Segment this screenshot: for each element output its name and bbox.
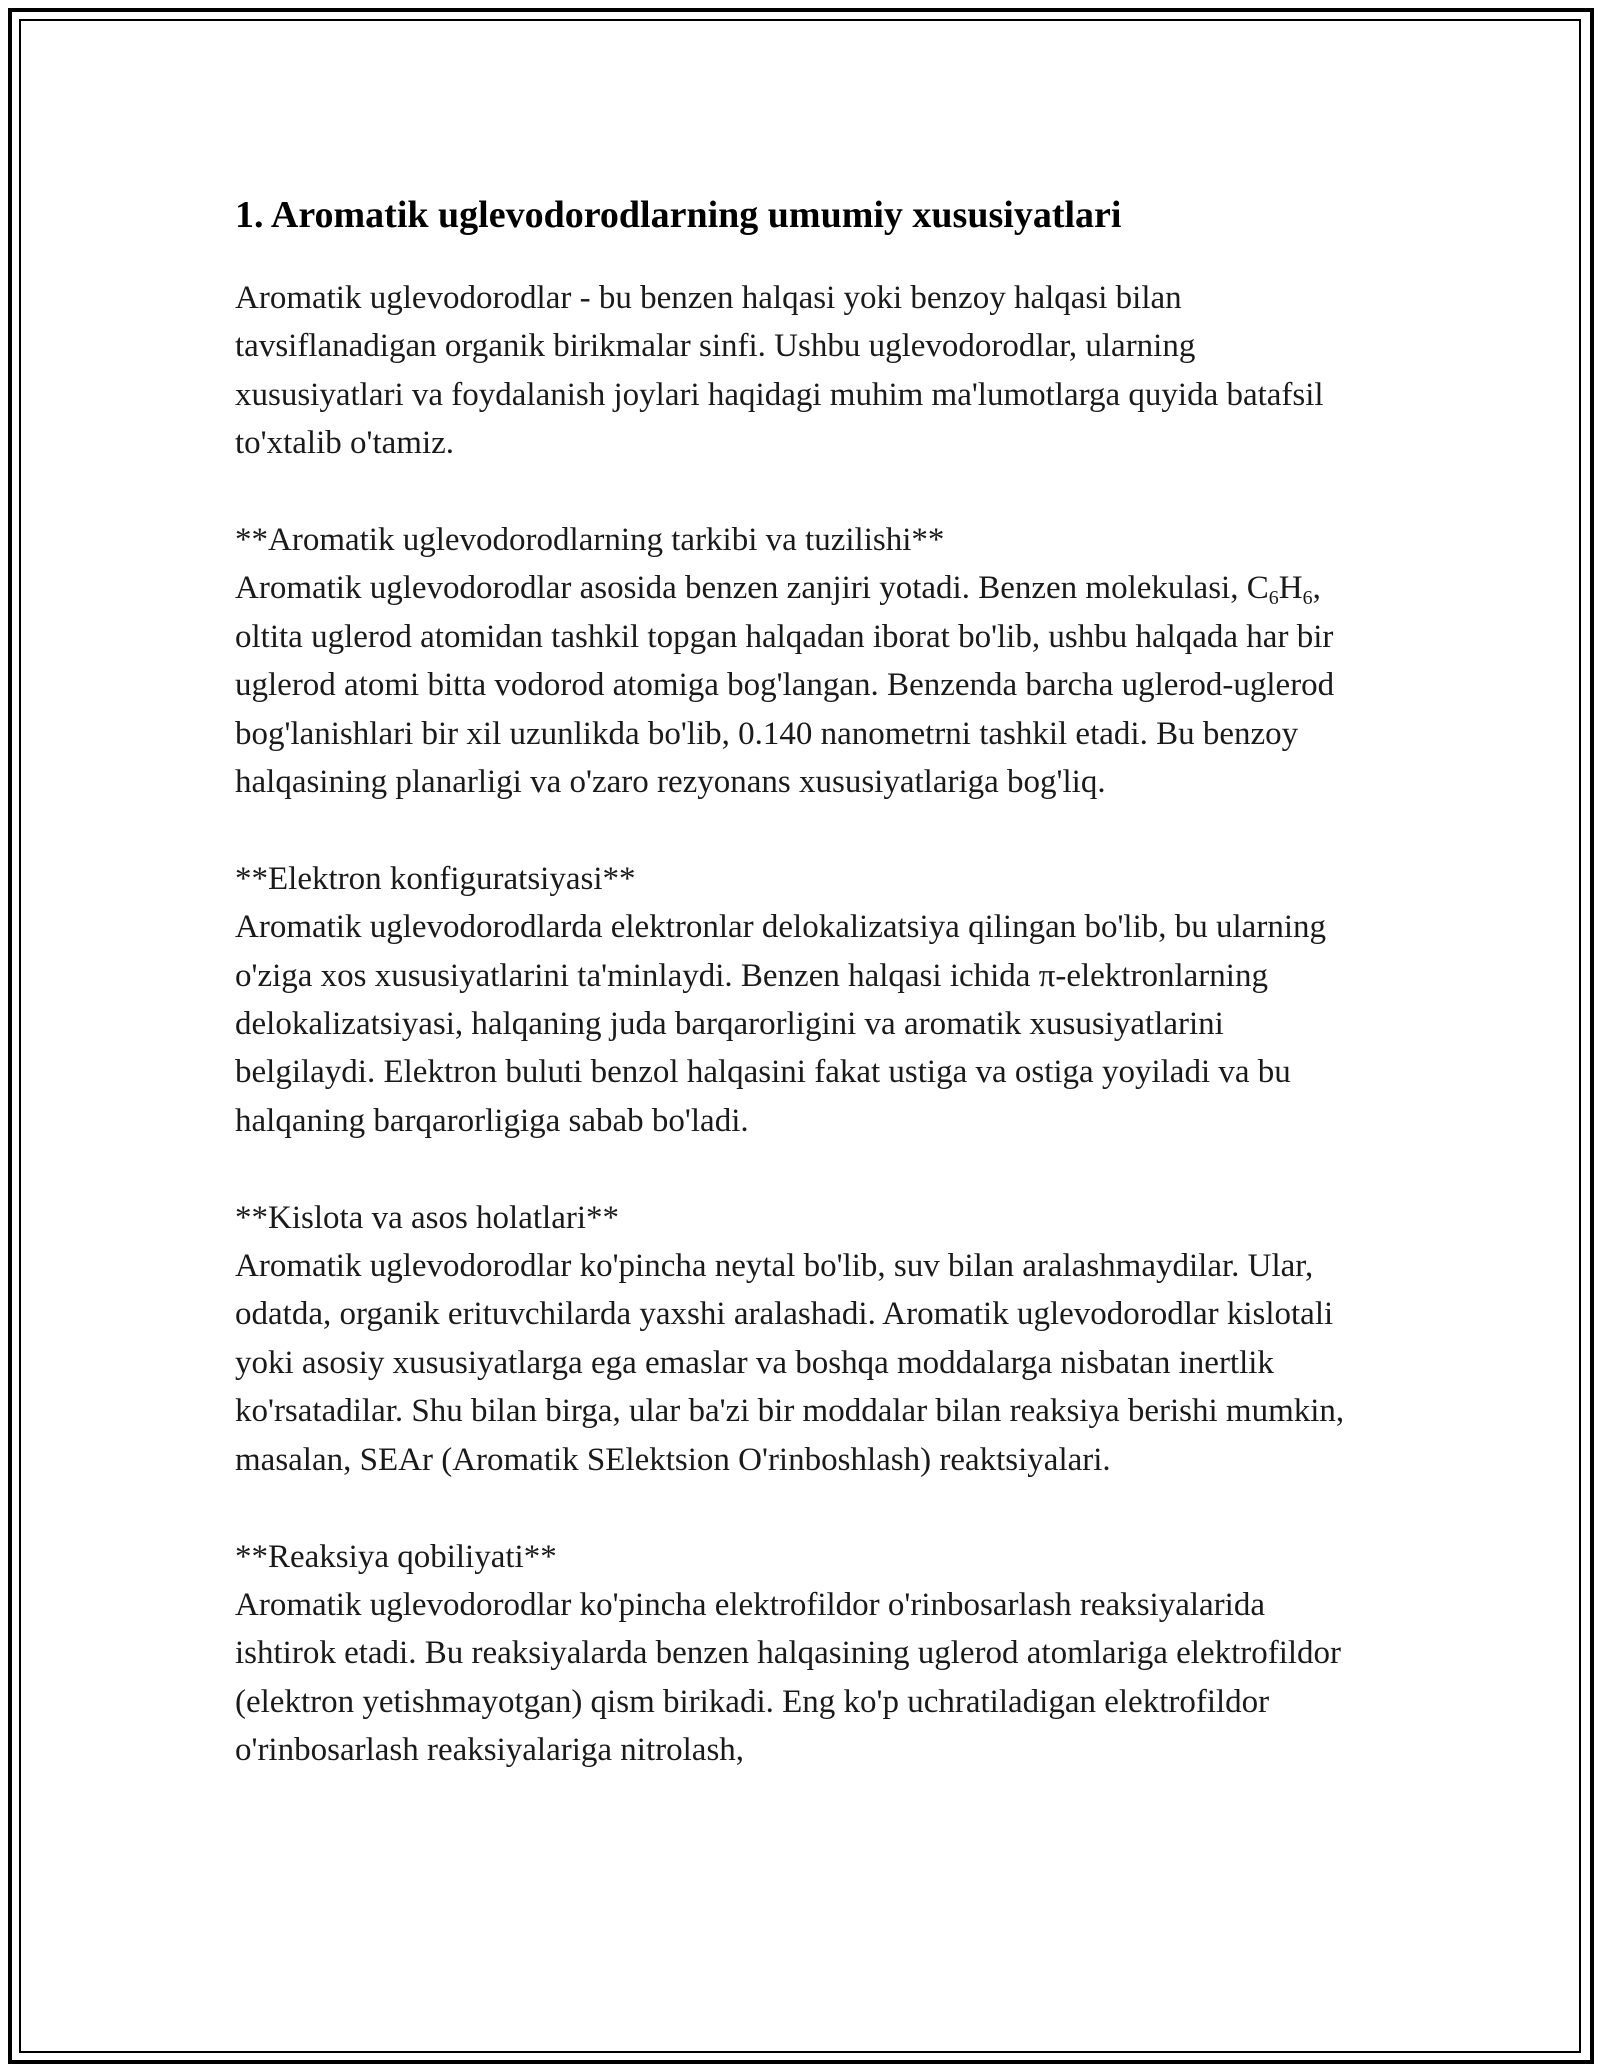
intro-paragraph: Aromatik uglevodorodlar - bu benzen halqasi yoki benzoy halqasi bilan tavsiflanadigan organik birikmalar sinfi. Ushbu uglevodorodlar, ularning xususiyatlari va foydalanish joylari haqidagi muhim ma'lumotlarga quyida batafsil to'xtalib o'tamiz.	[235, 280, 1324, 462]
section-heading: **Aromatik uglevodorodlarning tarkibi va tuzilishi**	[235, 522, 945, 559]
formula-carbon-subscript: 6	[1268, 587, 1279, 610]
section-heading: **Reaksiya qobiliyati**	[235, 1538, 557, 1575]
section-structure	[235, 516, 1365, 806]
section-electron-configuration	[235, 855, 1365, 1145]
section-heading: **Elektron konfiguratsiyasi**	[235, 860, 636, 897]
section-text: Aromatik uglevodorodlar ko'pincha neytal bo'lib, suv bilan aralashmaydilar. Ular, odatda, organik erituvchilarda yaxshi aralashadi. Aromatik uglevodorodlar kislotali yoki asosiy xususiyatlarga ega emaslar va boshqa moddalarga nisbatan inertlik ko'rsatadilar. Shu bilan birga, ular ba'zi bir moddalar bilan reaksiya berishi mumkin, masalan, SEAr (Aromatik SElektsion O'rinboshlash) reaktsiyalari.	[235, 1248, 1345, 1478]
formula-carbon: C	[1246, 570, 1269, 607]
document-body	[235, 182, 1365, 1823]
section-heading: **Kislota va asos holatlari**	[235, 1199, 620, 1236]
formula-hydrogen-subscript: 6	[1302, 587, 1313, 610]
formula-hydrogen: H	[1278, 570, 1303, 607]
section-reactivity	[235, 1533, 1365, 1775]
section-text: Aromatik uglevodorodlar asosida benzen zanjiri yotadi. Benzen molekulasi,	[235, 570, 1239, 607]
section-text: Aromatik uglevodorodlarda elektronlar delokalizatsiya qilingan bo'lib, bu ularning o'ziga xos xususiyatlarini ta'minlaydi. Benzen halqasi ichida π-elektronlarning delokalizatsiyasi, halqaning juda barqarorligini va aromatik xususiyatlarini belgilaydi. Elektron buluti benzol halqasini fakat ustiga va ostiga yoyiladi va bu halqaning barqarorligiga sabab bo'ladi.	[235, 909, 1326, 1139]
section-acid-base	[235, 1194, 1365, 1484]
section-text-continued: , oltita uglerod atomidan tashkil topgan halqadan iborat bo'lib, ushbu halqada har bir uglerod atomi bitta vodorod atomiga bog'langan. Benzenda barcha uglerod-uglerod bog'lanishlari bir xil uzunlikda bo'lib, 0.140 nanometrni tashkil etadi. Bu benzoy halqasining planarligi va o'zaro rezyonans xususiyatlariga bog'liq.	[235, 570, 1335, 801]
section-text: Aromatik uglevodorodlar ko'pincha elektrofildor o'rinbosarlash reaksiyalarida ishtirok etadi. Bu reaksiyalarda benzen halqasining uglerod atomlariga elektrofildor (elektron yetishmayotgan) qism birikadi. Eng ko'p uchratiladigan elektrofildor o'rinbosarlash reaksiyalariga nitrolash,	[235, 1586, 1342, 1769]
benzene-formula	[1246, 570, 1313, 610]
document-title: 1. Aromatik uglevodorodlarning umumiy xususiyatlari	[235, 194, 1122, 236]
